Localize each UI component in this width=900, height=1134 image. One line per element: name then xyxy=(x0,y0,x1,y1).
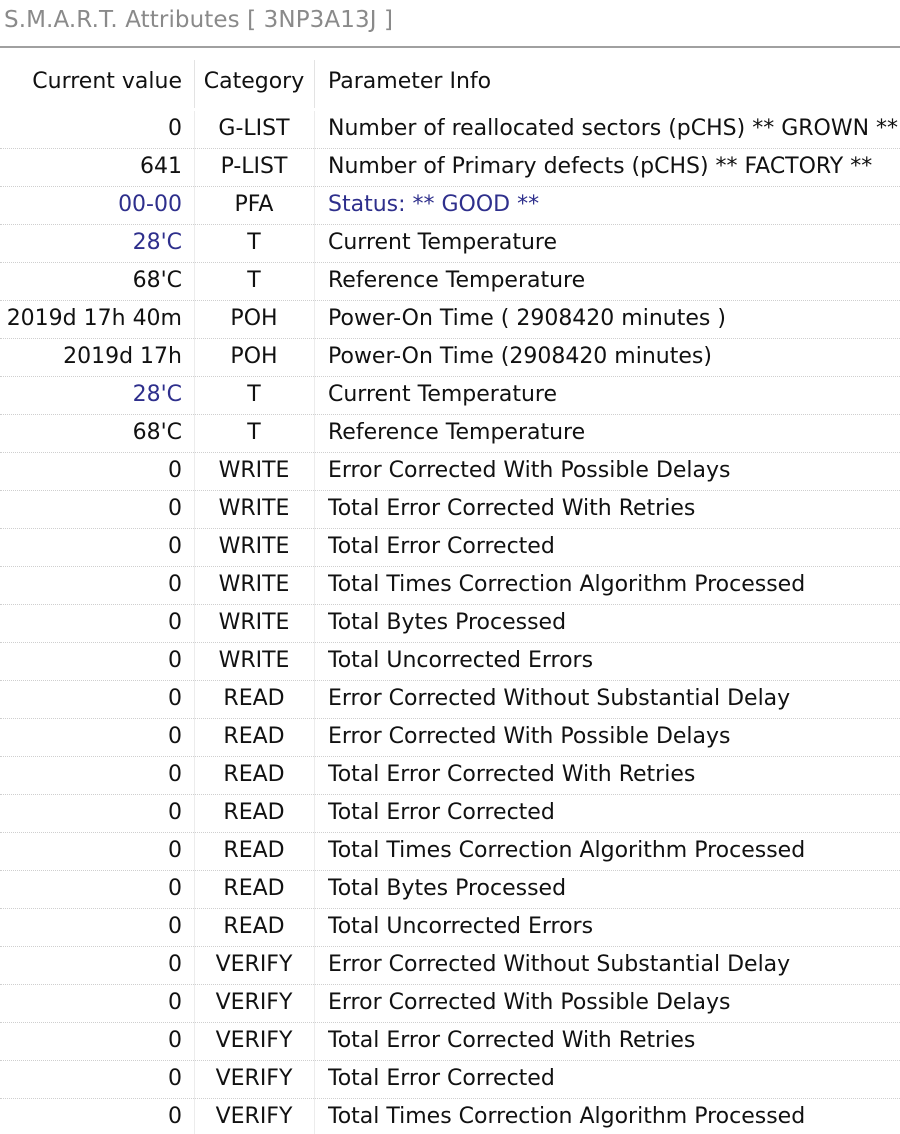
parameter-info-cell: Reference Temperature xyxy=(328,420,586,445)
category-cell: PFA xyxy=(234,192,274,217)
category-cell: WRITE xyxy=(218,534,290,559)
current-value-cell: 28'C xyxy=(132,382,182,407)
column-divider xyxy=(314,1099,315,1134)
column-divider xyxy=(314,567,315,605)
table-row[interactable] xyxy=(0,339,900,377)
column-divider xyxy=(314,1023,315,1061)
column-divider xyxy=(314,529,315,567)
column-divider xyxy=(314,757,315,795)
table-row[interactable] xyxy=(0,149,900,187)
column-divider xyxy=(314,605,315,643)
column-divider xyxy=(194,187,195,225)
category-cell: READ xyxy=(223,762,285,787)
column-divider xyxy=(194,149,195,187)
column-divider xyxy=(194,111,195,149)
parameter-info-cell: Total Error Corrected With Retries xyxy=(328,762,696,787)
table-row[interactable] xyxy=(0,415,900,453)
parameter-info-cell: Error Corrected Without Substantial Delay xyxy=(328,952,791,977)
column-divider xyxy=(314,377,315,415)
column-divider xyxy=(314,263,315,301)
category-cell: VERIFY xyxy=(215,952,293,977)
category-cell: VERIFY xyxy=(215,1104,293,1129)
column-divider xyxy=(194,453,195,491)
parameter-info-cell: Total Error Corrected xyxy=(328,800,555,825)
column-divider xyxy=(314,187,315,225)
table-row[interactable] xyxy=(0,263,900,301)
column-divider xyxy=(194,681,195,719)
parameter-info-cell: Number of Primary defects (pCHS) ** FACTORY ** xyxy=(328,154,873,179)
table-row[interactable] xyxy=(0,985,900,1023)
list-rows xyxy=(0,111,900,1134)
category-cell: WRITE xyxy=(218,610,290,635)
column-divider xyxy=(314,453,315,491)
table-row[interactable] xyxy=(0,947,900,985)
category-cell: T xyxy=(247,268,261,293)
parameter-info-cell: Power-On Time ( 2908420 minutes ) xyxy=(328,306,726,331)
parameter-info-cell: Total Error Corrected xyxy=(328,1066,555,1091)
column-divider xyxy=(194,643,195,681)
column-divider xyxy=(314,681,315,719)
category-cell: POH xyxy=(230,344,278,369)
current-value-cell: 68'C xyxy=(132,268,182,293)
column-divider xyxy=(194,909,195,947)
parameter-info-cell: Error Corrected Without Substantial Delay xyxy=(328,686,791,711)
current-value-cell: 0 xyxy=(168,1104,182,1129)
category-cell: READ xyxy=(223,800,285,825)
column-divider xyxy=(194,339,195,377)
category-cell: WRITE xyxy=(218,458,290,483)
parameter-info-cell: Current Temperature xyxy=(328,382,557,407)
column-divider xyxy=(194,1061,195,1099)
current-value-cell: 0 xyxy=(168,610,182,635)
column-divider xyxy=(194,567,195,605)
parameter-info-cell: Error Corrected With Possible Delays xyxy=(328,990,731,1015)
current-value-cell: 0 xyxy=(168,534,182,559)
table-row[interactable] xyxy=(0,111,900,149)
category-cell: WRITE xyxy=(218,496,290,521)
category-cell: READ xyxy=(223,724,285,749)
column-divider xyxy=(314,871,315,909)
column-divider xyxy=(314,909,315,947)
column-divider xyxy=(194,871,195,909)
parameter-info-cell: Total Times Correction Algorithm Processed xyxy=(328,572,806,597)
category-cell: POH xyxy=(230,306,278,331)
column-divider xyxy=(314,833,315,871)
current-value-cell: 0 xyxy=(168,496,182,521)
parameter-info-cell: Current Temperature xyxy=(328,230,557,255)
column-divider xyxy=(194,757,195,795)
table-row[interactable] xyxy=(0,719,900,757)
column-divider xyxy=(194,225,195,263)
column-divider xyxy=(314,1061,315,1099)
table-row[interactable] xyxy=(0,453,900,491)
parameter-info-cell: Power-On Time (2908420 minutes) xyxy=(328,344,712,369)
current-value-cell: 68'C xyxy=(132,420,182,445)
parameter-info-cell: Total Error Corrected With Retries xyxy=(328,496,696,521)
category-cell: G-LIST xyxy=(218,116,290,141)
parameter-info-cell: Total Times Correction Algorithm Processed xyxy=(328,838,806,863)
current-value-cell: 00-00 xyxy=(118,192,182,217)
category-cell: VERIFY xyxy=(215,1028,293,1053)
current-value-cell: 0 xyxy=(168,838,182,863)
parameter-info-cell: Status: ** GOOD ** xyxy=(328,192,540,217)
column-divider xyxy=(314,719,315,757)
current-value-cell: 0 xyxy=(168,458,182,483)
column-divider xyxy=(194,985,195,1023)
category-cell: WRITE xyxy=(218,648,290,673)
current-value-cell: 0 xyxy=(168,572,182,597)
current-value-cell: 2019d 17h 40m xyxy=(6,306,182,331)
category-cell: T xyxy=(247,230,261,255)
column-divider xyxy=(314,643,315,681)
column-header-current-value[interactable]: Current value xyxy=(32,69,182,94)
current-value-cell: 0 xyxy=(168,1066,182,1091)
column-divider xyxy=(314,491,315,529)
column-divider xyxy=(314,301,315,339)
category-cell: T xyxy=(247,420,261,445)
parameter-info-cell: Error Corrected With Possible Delays xyxy=(328,458,731,483)
column-divider xyxy=(314,225,315,263)
table-row[interactable] xyxy=(0,643,900,681)
table-row[interactable] xyxy=(0,757,900,795)
column-divider xyxy=(194,529,195,567)
parameter-info-cell: Total Uncorrected Errors xyxy=(328,648,594,673)
column-divider xyxy=(314,415,315,453)
current-value-cell: 0 xyxy=(168,648,182,673)
parameter-info-cell: Total Bytes Processed xyxy=(328,876,567,901)
column-divider xyxy=(314,985,315,1023)
current-value-cell: 641 xyxy=(140,154,182,179)
table-row[interactable] xyxy=(0,1023,900,1061)
column-divider[interactable] xyxy=(194,60,195,108)
current-value-cell: 0 xyxy=(168,990,182,1015)
category-cell: WRITE xyxy=(218,572,290,597)
parameter-info-cell: Total Bytes Processed xyxy=(328,610,567,635)
table-row[interactable] xyxy=(0,605,900,643)
category-cell: VERIFY xyxy=(215,1066,293,1091)
column-divider xyxy=(194,719,195,757)
column-divider xyxy=(314,149,315,187)
column-divider xyxy=(194,1023,195,1061)
current-value-cell: 0 xyxy=(168,762,182,787)
current-value-cell: 0 xyxy=(168,952,182,977)
table-row[interactable] xyxy=(0,187,900,225)
column-divider xyxy=(194,263,195,301)
parameter-info-cell: Total Error Corrected xyxy=(328,534,555,559)
category-cell: READ xyxy=(223,686,285,711)
category-cell: READ xyxy=(223,914,285,939)
current-value-cell: 0 xyxy=(168,876,182,901)
column-divider xyxy=(194,1099,195,1134)
table-row[interactable] xyxy=(0,795,900,833)
column-divider xyxy=(314,111,315,149)
current-value-cell: 0 xyxy=(168,914,182,939)
category-cell: P-LIST xyxy=(220,154,288,179)
column-divider xyxy=(314,339,315,377)
table-row[interactable] xyxy=(0,681,900,719)
current-value-cell: 28'C xyxy=(132,230,182,255)
parameter-info-cell: Error Corrected With Possible Delays xyxy=(328,724,731,749)
column-header-category[interactable]: Category xyxy=(203,69,305,94)
table-row[interactable] xyxy=(0,909,900,947)
current-value-cell: 0 xyxy=(168,116,182,141)
table-row[interactable] xyxy=(0,871,900,909)
column-divider xyxy=(194,947,195,985)
column-divider[interactable] xyxy=(314,60,315,108)
table-row[interactable] xyxy=(0,377,900,415)
column-divider xyxy=(194,833,195,871)
table-row[interactable] xyxy=(0,491,900,529)
category-cell: T xyxy=(247,382,261,407)
smart-attributes-list[interactable] xyxy=(0,60,900,1134)
title-bar xyxy=(0,0,900,48)
table-row[interactable] xyxy=(0,567,900,605)
table-row[interactable] xyxy=(0,1099,900,1134)
current-value-cell: 0 xyxy=(168,800,182,825)
category-cell: READ xyxy=(223,838,285,863)
current-value-cell: 2019d 17h xyxy=(63,344,182,369)
table-row[interactable] xyxy=(0,1061,900,1099)
parameter-info-cell: Number of reallocated sectors (pCHS) ** GROWN ** xyxy=(328,116,899,141)
category-cell: READ xyxy=(223,876,285,901)
table-row[interactable] xyxy=(0,529,900,567)
current-value-cell: 0 xyxy=(168,686,182,711)
current-value-cell: 0 xyxy=(168,1028,182,1053)
window-title: S.M.A.R.T. Attributes [ 3NP3A13J ] xyxy=(4,7,394,33)
category-cell: VERIFY xyxy=(215,990,293,1015)
column-divider xyxy=(194,605,195,643)
parameter-info-cell: Total Uncorrected Errors xyxy=(328,914,594,939)
column-header-parameter-info[interactable]: Parameter Info xyxy=(328,69,492,94)
parameter-info-cell: Total Times Correction Algorithm Processed xyxy=(328,1104,806,1129)
list-header xyxy=(0,60,900,108)
column-divider xyxy=(194,795,195,833)
current-value-cell: 0 xyxy=(168,724,182,749)
table-row[interactable] xyxy=(0,301,900,339)
parameter-info-cell: Reference Temperature xyxy=(328,268,586,293)
table-row[interactable] xyxy=(0,833,900,871)
column-divider xyxy=(194,301,195,339)
column-divider xyxy=(194,377,195,415)
column-divider xyxy=(314,947,315,985)
parameter-info-cell: Total Error Corrected With Retries xyxy=(328,1028,696,1053)
table-row[interactable] xyxy=(0,225,900,263)
column-divider xyxy=(194,415,195,453)
column-divider xyxy=(194,491,195,529)
column-divider xyxy=(314,795,315,833)
